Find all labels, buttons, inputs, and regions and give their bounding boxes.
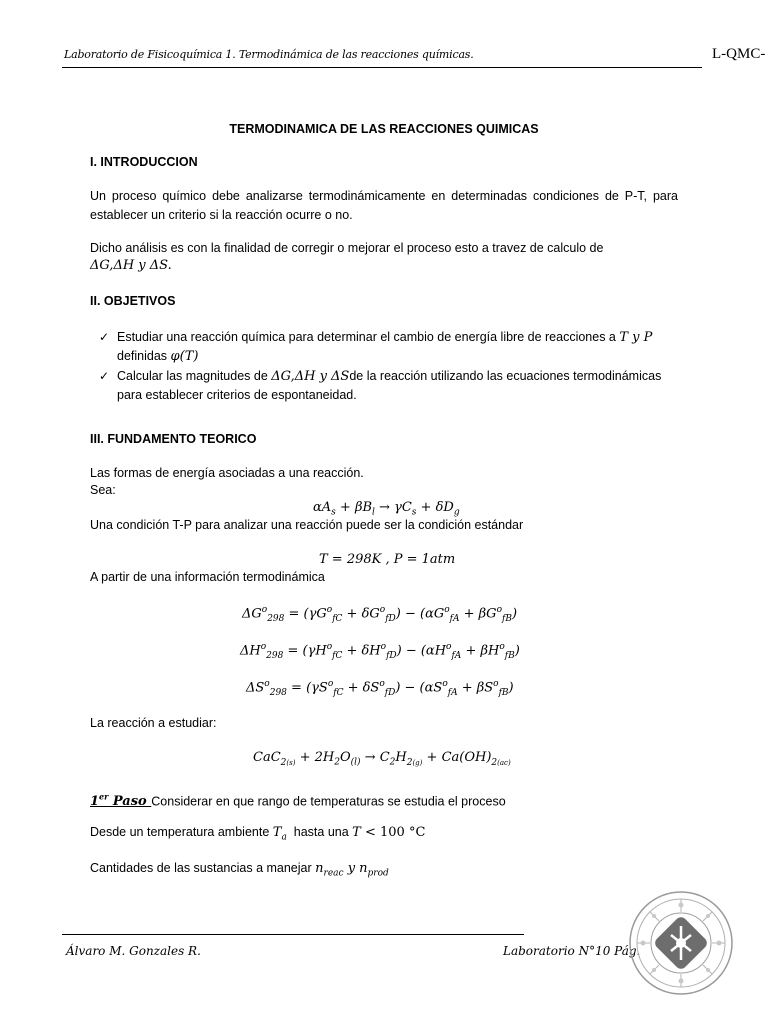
intro-paragraph-2-math: ΔG,ΔH y ΔS. (90, 258, 172, 273)
objective-1-line-2-text: definidas (117, 349, 168, 363)
quantities-math: $n_{reac}$ y $n_{prod}$ (315, 861, 389, 879)
specific-reaction-equation: $CaC_{2(s)} + 2H_2O_{(l)} \to C_2H_{2(g)} + Ca(OH)_{2(ac)}$ (253, 750, 511, 768)
general-reaction-equation: $\alpha A_s + \beta B_l \to \gamma C_s + \delta D_g$ (313, 500, 460, 518)
intro-paragraph-2-text: Dicho análisis es con la finalidad de corregir o mejorar el proceso esto a travez de calculo de (90, 241, 604, 255)
first-step-text: Considerar en que rango de temperaturas se estudia el proceso (151, 794, 506, 809)
objective-2-line-2: para establecer criterios de espontaneidad. (117, 388, 357, 402)
quantities-line (90, 859, 389, 884)
intro-paragraph-2 (90, 239, 678, 258)
objective-2-math: ΔG,ΔH y ΔS (271, 369, 350, 384)
theory-line-2: Sea: (90, 483, 116, 497)
temperature-range-text-b: hasta una (293, 825, 349, 839)
temperature-limit-math: T < 100 °C (352, 825, 426, 840)
objective-1-line-1 (117, 328, 652, 347)
objective-2-line-1 (117, 367, 661, 386)
document-title: TERMODINAMICA DE LAS REACCIONES QUIMICAS (229, 122, 539, 136)
objective-2-text-b: de la reacción utilizando las ecuaciones termodinámicas (349, 369, 662, 383)
theory-heading: III. FUNDAMENTO TEORICO (90, 432, 257, 446)
university-seal-icon (628, 890, 734, 996)
footer-author: Álvaro M. Gonzales R. (66, 944, 201, 958)
objectives-heading: II. OBJETIVOS (90, 294, 176, 308)
intro-heading: I. INTRODUCCION (90, 155, 198, 169)
ambient-temperature-math: $T_a$ (272, 825, 287, 843)
objective-1-line-2 (117, 347, 198, 366)
quantities-text: Cantidades de las sustancias a manejar (90, 861, 312, 875)
objective-1-math: T y P (619, 330, 653, 345)
enthalpy-equation: $\Delta H^o_{298} = (\gamma H^o_{fC} + \delta H^o_{fD}) - (\alpha H^o_{fA} + \beta H^o_{fB})$ (240, 642, 520, 661)
objective-1-line-2-math: φ(T) (170, 349, 199, 364)
objective-2-text-a: Calcular las magnitudes de (117, 369, 268, 383)
first-step-line (90, 788, 506, 811)
theory-line-4: A partir de una información termodinámica (90, 570, 325, 584)
entropy-equation: $\Delta S^o_{298} = (\gamma S^o_{fC} + \delta S^o_{fD}) - (\alpha S^o_{fA} + \beta S^o_{fB})$ (246, 679, 514, 698)
theory-line-1: Las formas de energía asociadas a una reacción. (90, 466, 364, 480)
reaction-label: La reacción a estudiar: (90, 716, 217, 730)
footer-rule (62, 934, 524, 935)
first-step-label: 1er Paso (90, 792, 152, 810)
checkmark-icon: ✓ (99, 330, 110, 344)
footer-lab-page: Laboratorio N°10 Pág. (503, 944, 641, 958)
header-course-title: Laboratorio de Fisicoquímica 1. Termodinámica de las reacciones químicas. (64, 48, 474, 61)
gibbs-equation: $\Delta G^o_{298} = (\gamma G^o_{fC} + \delta G^o_{fD}) - (\alpha G^o_{fA} + \beta G^o_{fB})$ (242, 605, 518, 624)
header-code: L-QMC- (712, 46, 766, 62)
checkmark-icon: ✓ (99, 369, 110, 383)
header-rule (62, 67, 702, 68)
temperature-range-line (90, 823, 425, 848)
standard-condition-equation: T = 298K , P = 1atm (319, 552, 456, 567)
theory-line-3: Una condición T-P para analizar una reacción puede ser la condición estándar (90, 518, 524, 532)
temperature-range-text-a: Desde un temperatura ambiente (90, 825, 270, 839)
objective-1-text: Estudiar una reacción química para determinar el cambio de energía libre de reacciones a (117, 330, 616, 344)
intro-paragraph-1: Un proceso químico debe analizarse termodinámicamente en determinadas condiciones de P-T, para establecer un criterio si la reacción ocurre o no. (90, 189, 678, 222)
